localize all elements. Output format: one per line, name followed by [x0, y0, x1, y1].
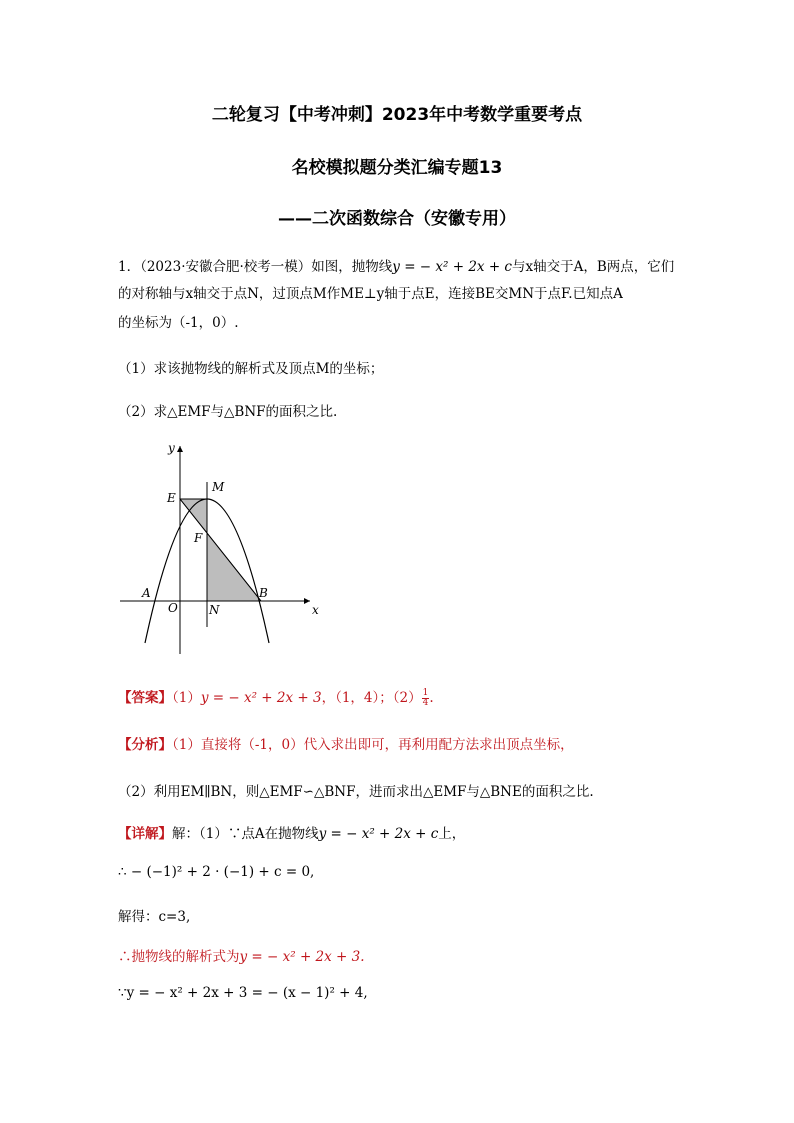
title-line-1: 二轮复习【中考冲刺】2023年中考数学重要考点 — [211, 105, 583, 125]
solution-tag: 【详解】 — [118, 826, 172, 842]
answer-text: ，（1，4）；（2） — [321, 690, 422, 706]
solution-line-5: ∵y = − x² + 2x + 3 = − (x − 1)² + 4, — [118, 985, 368, 1001]
solution-text: ∴抛物线的解析式为 — [118, 949, 240, 965]
answer-equation: y = − x² + 2x + 3 — [200, 690, 322, 706]
solution-text: 上， — [438, 826, 466, 842]
label-e: E — [167, 491, 176, 505]
question-2: （2）求△EMF与△BNF的面积之比. — [118, 404, 338, 420]
solution-text: 解：（1）∵点A在抛物线 — [172, 826, 319, 842]
answer-line: 【答案】（1）y = − x² + 2x + 3，（1，4）；（2） $\frac{1}{4}$ . — [118, 688, 434, 708]
label-o: O — [168, 601, 178, 615]
problem-line-1 — [118, 255, 674, 275]
solution-equation: y = − x² + 2x + 3. — [239, 949, 365, 965]
solution-line-4 — [118, 945, 365, 965]
label-f: F — [194, 531, 203, 545]
answer-fraction: $\frac{1}{4}$ — [422, 688, 429, 708]
title-line-2: 名校模拟题分类汇编专题13 — [291, 158, 503, 178]
analysis-line-2: （2）利用EM∥BN，则△EMF∽△BNF，进而求出△EMF与△BNE的面积之比. — [118, 784, 594, 800]
analysis-text: （1）直接将（-1，0）代入求出即可，再利用配方法求出顶点坐标， — [172, 737, 574, 753]
parabola-figure — [110, 432, 330, 664]
equation: y = − x² + 2x + c — [392, 259, 512, 275]
solution-line-1 — [118, 822, 465, 842]
title-line-3: ——二次函数综合（安徽专用） — [278, 209, 516, 229]
label-x: x — [312, 603, 319, 617]
solution-line-2: ∴ − (−1)² + 2 · (−1) + c = 0, — [118, 864, 315, 880]
answer-tag: 【答案】 — [118, 690, 172, 706]
solution-line-3: 解得：c=3, — [118, 909, 191, 925]
analysis-line-1 — [118, 733, 574, 753]
analysis-tag: 【分析】 — [118, 737, 172, 753]
label-b: B — [259, 586, 268, 600]
label-n: N — [209, 603, 220, 617]
problem-line-3: 的坐标为（-1，0）. — [118, 315, 239, 331]
solution-equation: y = − x² + 2x + c — [318, 826, 439, 842]
label-a: A — [142, 586, 151, 600]
question-1: （1）求该抛物线的解析式及顶点M的坐标； — [118, 361, 384, 377]
problem-text: 1．（2023·安徽合肥·校考一模）如图，抛物线 — [118, 259, 393, 275]
label-y: y — [168, 441, 175, 455]
problem-text: 与x轴交于A，B两点，它们 — [511, 259, 675, 275]
answer-text: （1） — [172, 690, 201, 706]
label-m: M — [212, 480, 225, 494]
problem-line-2: 的对称轴与x轴交于点N，过顶点M作ME⊥y轴于点E，连接BE交MN于点F.已知点A — [118, 286, 623, 302]
